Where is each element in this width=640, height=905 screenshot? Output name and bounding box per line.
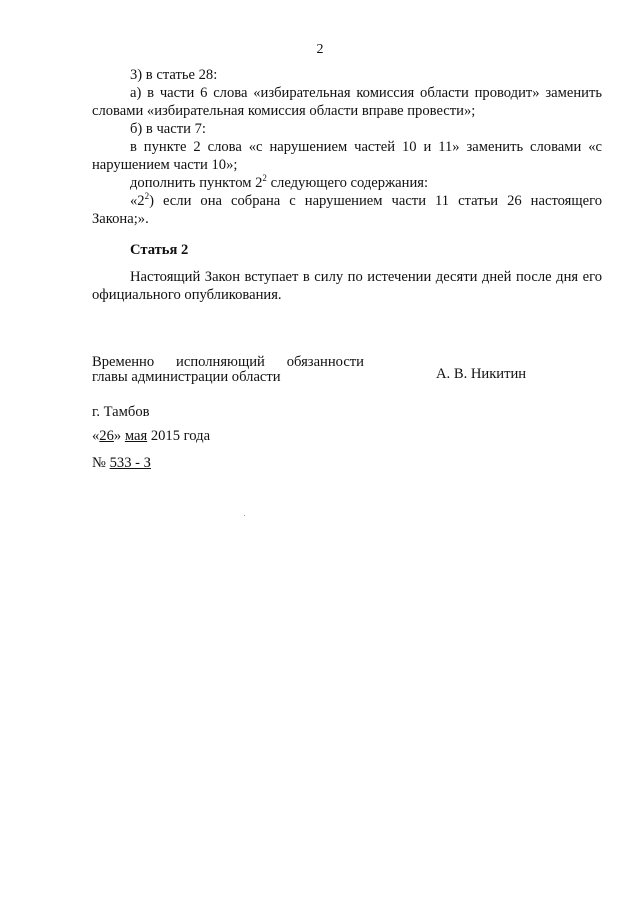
amendment-new-point-text <box>92 192 602 228</box>
law-number <box>92 455 151 472</box>
new-point-superscript: 2 <box>144 191 150 201</box>
signature-position-line-1: Временно исполняющий обязанности <box>92 354 364 370</box>
law-number-sign: № <box>92 455 106 471</box>
signer-name: А. В. Никитин <box>436 366 527 382</box>
scan-speck <box>244 515 245 516</box>
new-point-rest: ) если она собрана с нарушением части 11 статьи 26 настоящего Закона;». <box>92 193 602 227</box>
amendments-text <box>92 66 602 228</box>
add-point-prefix: дополнить пунктом 2 <box>130 175 263 191</box>
article-2-heading: Статья 2 <box>130 242 189 258</box>
date-month: мая <box>124 428 148 444</box>
date-year: 2015 года <box>147 428 211 444</box>
amendment-item-3: 3) в статье 28: <box>130 67 218 83</box>
place-of-signing: г. Тамбов <box>92 404 150 420</box>
article-2-body <box>92 268 602 304</box>
amendment-item-3b-add-point <box>92 174 602 192</box>
date-open-quote: « <box>92 428 100 444</box>
amendment-item-3b: б) в части 7: <box>130 121 206 137</box>
page-number: 2 <box>316 42 324 57</box>
date-close-quote: » <box>113 428 122 444</box>
signing-date <box>92 428 210 445</box>
date-day: 26 <box>99 428 114 444</box>
article-2-text: Настоящий Закон вступает в силу по истечении десяти дней после дня его официального опубликования. <box>92 269 602 303</box>
add-point-suffix: следующего содержания: <box>266 175 429 191</box>
signature-position <box>92 355 364 385</box>
amendment-item-3b-point2: в пункте 2 слова «с нарушением частей 10 и 11» заменить словами «с нарушением части 10»; <box>92 139 602 173</box>
law-number-value: 533 - З <box>109 455 151 471</box>
signature-position-line-2: главы администрации области <box>92 369 281 385</box>
new-point-open: «2 <box>130 193 145 209</box>
add-point-superscript: 2 <box>262 173 267 183</box>
amendment-item-3a: а) в части 6 слова «избирательная комиссия области проводит» заменить словами «избирательная комиссия области вправе провести»; <box>92 85 602 119</box>
